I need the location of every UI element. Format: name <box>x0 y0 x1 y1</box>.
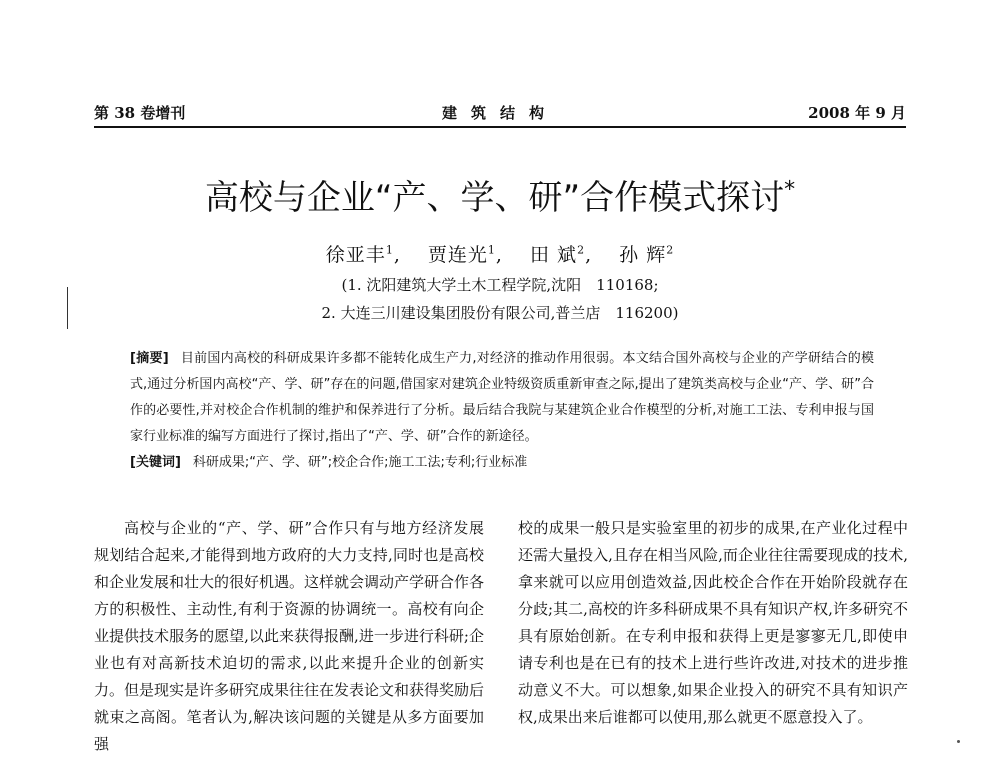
abstract-block <box>130 346 874 476</box>
keywords-text: 科研成果;“产、学、研”;校企合作;施工工法;专利;行业标准 <box>192 455 528 470</box>
paper-title <box>0 170 1000 219</box>
author-name: 徐亚丰 <box>325 244 386 266</box>
affiliation-2: 2. 大连三川建设集团股份有限公司,普兰店 116200) <box>321 304 679 322</box>
author-affiliation-mark: 1 <box>487 243 496 257</box>
keywords <box>130 450 874 476</box>
abstract-text: 目前国内高校的科研成果许多都不能转化成生产力,对经济的推动作用很弱。本文结合国外高校与企业的产学研结合的模式,通过分析国内高校“产、学、研”存在的问题,借国家对建筑企业特级资质重新审查之际,提出了建筑类高校与企业“产、学、研”合作的必要性,并对校企合作机制的维护和保养进行了分析。最后结合我院与某建筑企业合作模型的分析,对施工工法、专利申报与国家行业标准的编写方面进行了探讨,指出了“产、学、研”合作的新途径。 <box>130 351 874 444</box>
author-name: 贾连光 <box>427 244 488 266</box>
paper-title-text: 高校与企业“产、学、研”合作模式探讨 <box>204 178 785 218</box>
body-column-left <box>94 515 484 758</box>
author-affiliation-mark: 2 <box>577 243 586 257</box>
journal-volume: 第 38 卷增刊 <box>94 104 186 122</box>
affiliation-1: (1. 沈阳建筑大学土木工程学院,沈阳 110168; <box>341 276 659 294</box>
author-affiliation-mark: 1 <box>385 243 394 257</box>
body-column-right <box>518 515 908 731</box>
author-name: 孙 辉 <box>619 244 667 266</box>
scan-speck <box>957 740 960 743</box>
journal-name: 建筑结构 <box>441 104 558 122</box>
keywords-label: [关键词] <box>130 455 181 470</box>
author-affiliation-mark: 2 <box>666 243 675 257</box>
issue-date: 2008 年 9 月 <box>808 104 906 122</box>
title-footnote-mark: * <box>784 177 796 203</box>
abstract-label: [摘要] <box>130 351 169 366</box>
author-name: 田 斌 <box>530 244 578 266</box>
body-paragraph: 校的成果一般只是实验室里的初步的成果,在产业化过程中还需大量投入,且存在相当风险,而企业往往需要现成的技术,拿来就可以应用创造效益,因此校企合作在开始阶段就存在分歧;其二,高校的许多科研成果不具有知识产权,许多研究不具有原始创新。在专利申报和获得上更是寥寥无几,即使申请专利也是在已有的技术上进行些许改进,对技术的进步推动意义不大。可以想象,如果企业投入的研究不具有知识产权,成果出来后谁都可以使用,那么就更不愿意投入了。 <box>518 519 908 726</box>
body-paragraph: 高校与企业的“产、学、研”合作只有与地方经济发展规划结合起来,才能得到地方政府的大力支持,同时也是高校和企业发展和壮大的很好机遇。这样就会调动产学研合作各方的积极性、主动性,有利于资源的协调统一。高校有向企业提供技术服务的愿望,以此来获得报酬,进一步进行科研;企业也有对高新技术迫切的需求,以此来提升企业的创新实力。但是现实是许多研究成果往往在发表论文和获得奖励后就束之高阁。笔者认为,解决该问题的关键是从多方面要加强 <box>94 519 485 753</box>
abstract <box>130 346 874 450</box>
running-header <box>94 102 906 128</box>
margin-mark <box>67 287 68 329</box>
author-list: 徐亚丰$^1$, 贾连光$^1$, 田 斌$^2$, 孙 辉$^2$ <box>325 243 675 266</box>
